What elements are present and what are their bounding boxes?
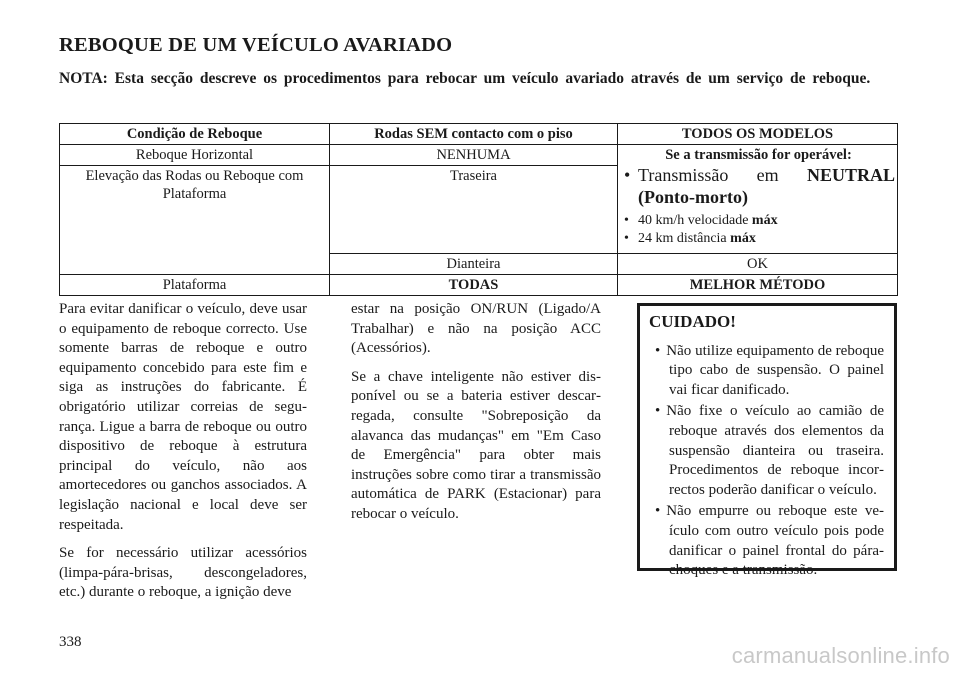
list-item <box>622 230 895 248</box>
table-row <box>60 145 898 166</box>
list-item <box>622 186 895 208</box>
caution-heading: CUIDADO! <box>649 312 736 331</box>
bullet-icon: • <box>624 213 629 228</box>
ops-text-bold: (Ponto-morto) <box>638 187 748 207</box>
cell-models: OK <box>618 254 898 275</box>
table-header-row <box>60 124 898 145</box>
list-item: • Não empurre ou reboque este veículo com outro veículo pois pode danificar o painel frontal do pára-choques e a transmissão. <box>649 502 884 580</box>
cell-wheels: TODAS <box>330 275 618 296</box>
ops-text-bold: máx <box>751 213 778 228</box>
caution-list <box>649 342 884 581</box>
paragraph: Para evitar danificar o veículo, deve usar o equipamento de reboque correcto. Use somente barras de reboque e outro equipamento concebido para este fim e siga as instruções do fabricante. É obrigatório utilizar correias de segurança. Ligue a barra de reboque ou outro dispositivo de reboque à estrutura principal do veículo, não aos amortecedores ou ganchos associados. A legislação nacional e local deve ser respeitada. <box>59 301 307 533</box>
cell-condition: Plataforma <box>60 275 330 296</box>
ops-text: em <box>756 165 779 185</box>
ops-text: 40 km/h velocidade <box>638 213 749 228</box>
list-item: • Não fixe o veículo ao camião de reboque através dos elementos da suspensão dianteira ou traseira. Procedimentos de reboque incorrectos poderão danificar o veículo. <box>649 402 884 500</box>
cell-condition: Elevação das Rodas ou Reboque com Plataforma <box>60 166 330 275</box>
note-text: NOTA: Esta secção descreve os procedimentos para rebocar um veículo avariado através de um serviço de reboque. <box>59 70 871 87</box>
towing-table <box>59 123 898 296</box>
table-row <box>60 275 898 296</box>
cell-models: MELHOR MÉTODO <box>618 275 898 296</box>
ops-text: Transmissão <box>638 165 729 185</box>
header-models: TODOS OS MODELOS <box>618 124 898 145</box>
caution-box <box>637 303 897 579</box>
page-number: 338 <box>59 634 82 650</box>
cell-condition: Reboque Horizontal <box>60 145 330 166</box>
bullet-icon: • <box>624 165 631 185</box>
list-item: • Não utilize equipamento de reboque tipo cabo de suspensão. O painel vai ficar danificado. <box>649 342 884 401</box>
bullet-icon: • <box>624 231 629 246</box>
header-wheels: Rodas SEM contacto com o piso <box>330 124 618 145</box>
cell-operable-instructions <box>618 145 898 254</box>
header-condition: Condição de Reboque <box>60 124 330 145</box>
ops-text-bold: NEUTRAL <box>806 165 895 185</box>
cell-wheels: Dianteira <box>330 254 618 275</box>
body-column-2 <box>351 300 601 534</box>
list-item <box>622 164 895 186</box>
paragraph: estar na posição ON/RUN (Ligado/A Trabalhar) e não na posição ACC (Acessórios). <box>351 301 601 357</box>
watermark: carmanualsonline.info <box>731 643 950 668</box>
section-title: REBOQUE DE UM VEÍCULO AVARIADO <box>59 34 453 56</box>
paragraph: Se for necessário utilizar acessórios (limpa-pára-brisas, descongeladores, etc.) durante o reboque, a ignição deve <box>59 545 307 601</box>
ops-text-bold: máx <box>730 231 756 246</box>
body-column-1 <box>59 300 307 612</box>
operable-heading: Se a transmissão for operável: <box>665 147 852 163</box>
cell-wheels: NENHUMA <box>330 145 618 166</box>
list-item <box>622 212 895 230</box>
cell-wheels: Traseira <box>330 166 618 254</box>
ops-text: 24 km distância <box>638 231 727 246</box>
paragraph: Se a chave inteligente não estiver disponível ou se a bateria estiver descarregada, consulte "Sobreposição da alavanca das mudanças" em "Em Caso de Emergência" para obter mais instruções sobre como tirar a transmissão automática de PARK (Estacionar) para rebocar o veículo. <box>351 368 601 522</box>
